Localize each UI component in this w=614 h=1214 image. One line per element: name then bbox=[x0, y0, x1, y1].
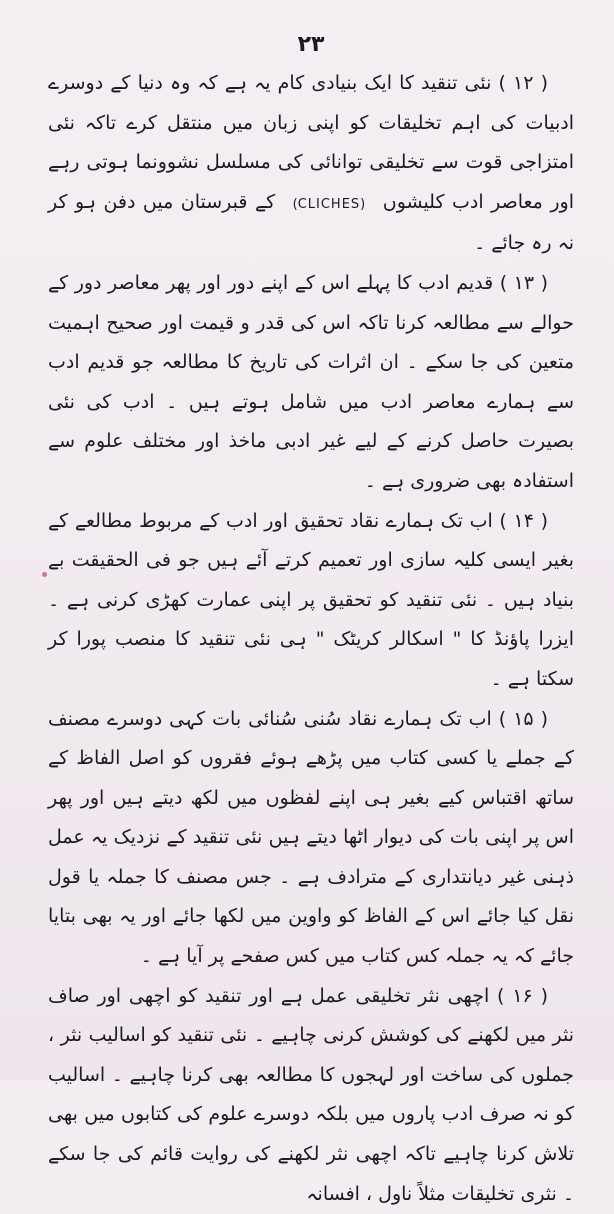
paragraph-12-latin-term: (CLICHES) bbox=[292, 196, 366, 212]
paragraph-13: ( ۱۳ ) قدیم ادب کا پہلے اس کے اپنے دور اور پھر معاصر دور کے حوالے سے مطالعہ کرنا تاکہ اس کی قدر و قیمت اور صحیح اہمیت متعین کی جا سکے ۔ ان اثرات کی تاریخ کا مطالعہ جو قدیم ادب سے ہمارے معاصر ادب میں شامل ہوتے ہیں ۔ ادب کی نئی بصیرت حاصل کرنے کے لیے غیر ادبی ماخذ اور مختلف علوم سے استفادہ بھی ضروری ہے ۔ bbox=[48, 271, 574, 492]
paragraph-16: ( ۱۶ ) اچھی نثر تخلیقی عمل ہے اور تنقید کو اچھی اور صاف نثر میں لکھنے کی کوشش کرنی چاہیے ۔ نئی تنقید کو اسالیب نثر ، جملوں کی ساخت اور لہجوں کا مطالعہ بھی کرنا چاہیے ۔ اسالیب کو نہ صرف ادب پاروں میں بلکہ دوسرے علوم کی کتابوں میں بھی تلاش کرنا چاہیے تاکہ اچھی نثر لکھنے کی روایت قائم کی جا سکے ۔ نثری تخلیقات مثلاً ناول ، افسانہ bbox=[48, 984, 574, 1205]
paragraph-12 bbox=[48, 64, 574, 264]
body-text bbox=[48, 64, 574, 1214]
paragraph-12-text-end: کے قبرستان میں دفن ہو کر نہ رہ جائے ۔ bbox=[48, 190, 574, 255]
paragraph-15: ( ۱۵ ) اب تک ہمارے نقاد سُنی سُنائی بات کہی دوسرے مصنف کے جملے یا کسی کتاب میں پڑھے ہوئے فقروں کو اصل الفاظ کے ساتھ اقتباس کیے بغیر ہی اپنے لفظوں میں لکھ دیتے ہیں اور پھر اس پر اپنی بات کی دیوار اٹھا دیتے ہیں نئی تنقید کے نزدیک یہ عمل ذہنی غیر دیانتداری کے مترادف ہے ۔ جس مصنف کا جملہ یا قول نقل کیا جائے اس کے الفاظ کو واوین میں لکھا جائے اور یہ بھی بتایا جائے کہ یہ جملہ کس کتاب میں کس صفحے پر آیا ہے ۔ bbox=[48, 707, 574, 968]
ink-speck bbox=[42, 572, 47, 577]
page-number: ۲۳ bbox=[297, 32, 325, 57]
paragraph-14: ( ۱۴ ) اب تک ہمارے نقاد تحقیق اور ادب کے مربوط مطالعے کے بغیر ایسی کلیہ سازی اور تعمیم کرتے آئے ہیں جو فی الحقیقت بے بنیاد ہیں ۔ نئی تنقید کو تحقیق پر اپنی عمارت کھڑی کرنی ہے ۔ ایزرا پاؤنڈ کا " اسکالر کریٹک " ہی نئی تنقید کا منصب پورا کر سکتا ہے ۔ bbox=[48, 509, 574, 690]
paragraph-12-text: ( ۱۲ ) نئی تنقید کا ایک بنیادی کام یہ ہے کہ وہ دنیا کے دوسرے ادبیات کی اہم تخلیقات کو اپنی زبان میں منتقل کرے تاکہ نئی امتزاجی قوت سے تخلیقی توانائی کی مسلسل نشوونما ہوتی رہے اور معاصر ادب کلیشوں bbox=[48, 72, 574, 213]
